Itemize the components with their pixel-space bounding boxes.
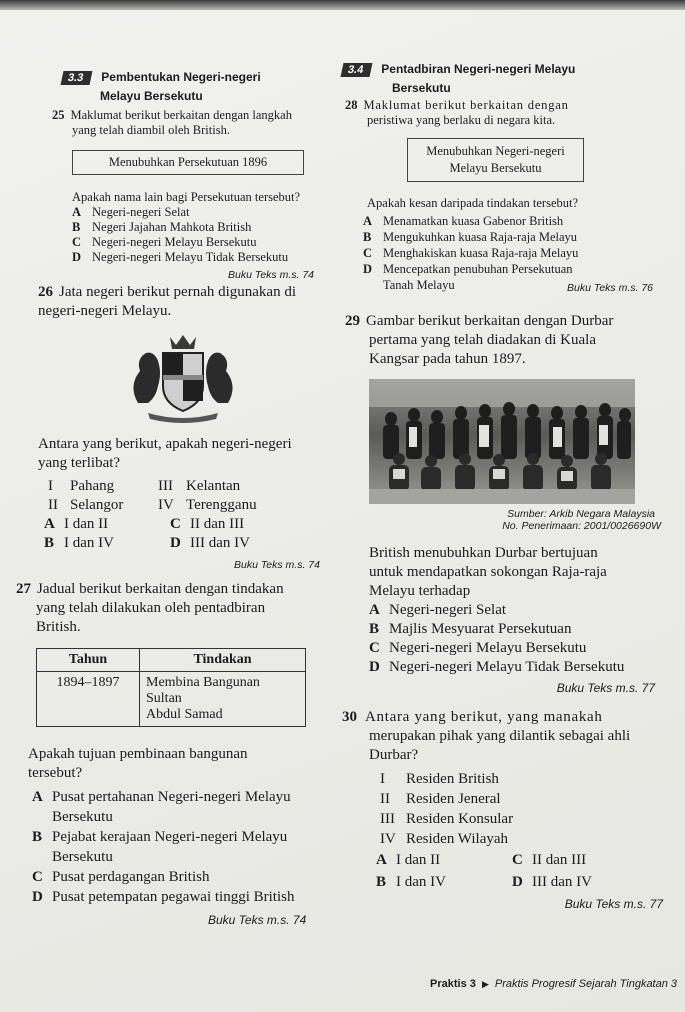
question-prompt: Melayu terhadap	[369, 583, 471, 599]
answer-options	[44, 515, 328, 553]
section-number-badge: 3.3	[61, 71, 93, 85]
statement-item: I Residen British	[380, 771, 499, 787]
source-reference: Buku Teks m.s. 77	[564, 897, 663, 911]
question-stem: yang telah dilakukan oleh pentadbiran	[36, 600, 266, 616]
section-3-4-header	[342, 60, 575, 95]
section-title-line2: Melayu Bersekutu	[100, 89, 203, 103]
source-reference: Buku Teks m.s. 74	[234, 559, 320, 571]
option-d[interactable]: D III dan IV	[170, 535, 250, 551]
question-number: 27	[16, 581, 31, 597]
arrow-icon: ▶	[481, 979, 489, 989]
question-prompt: Apakah kesan daripada tindakan tersebut?	[367, 196, 579, 210]
question-28	[345, 98, 665, 296]
question-prompt: Apakah nama lain bagi Persekutuan tersebut?	[72, 190, 301, 204]
photo-source: Sumber: Arkib Negara Malaysia	[507, 508, 655, 520]
section-3-3-header	[62, 68, 261, 103]
photo-reference-number: No. Penerimaan: 2001/0026690W	[502, 520, 661, 532]
option-d[interactable]: D III dan IV	[512, 874, 592, 890]
question-prompt: yang terlibat?	[38, 455, 121, 471]
answer-options	[369, 601, 665, 677]
question-number: 28	[345, 98, 358, 112]
option-a[interactable]: A Menamatkan kuasa Gabenor British	[363, 214, 564, 228]
option-c[interactable]: C Menghakiskan kuasa Raja-raja Melayu	[363, 246, 579, 260]
option-a[interactable]: A I dan II	[376, 852, 441, 868]
footer-chapter: Praktis 3	[430, 978, 476, 990]
section-title-line1: Pembentukan Negeri-negeri	[101, 70, 261, 84]
table-header: Tindakan	[140, 649, 306, 672]
statement-item: II Residen Jeneral	[380, 791, 501, 807]
question-number: 29	[345, 313, 360, 329]
option-a[interactable]: A I dan II	[44, 516, 109, 532]
option-a[interactable]: A Negeri-negeri Selat	[369, 602, 507, 618]
question-stem: negeri-negeri Melayu.	[38, 303, 172, 319]
option-d[interactable]: D Negeri-negeri Melayu Tidak Bersekutu	[369, 659, 625, 675]
option-a[interactable]: A Pusat pertahanan Negeri-negeri Melayu Bersekutu	[32, 789, 291, 825]
statement-item: III Kelantan	[158, 478, 241, 494]
source-reference: Buku Teks m.s. 76	[567, 282, 653, 294]
question-stem: British.	[36, 619, 81, 635]
option-b[interactable]: B I dan IV	[44, 535, 114, 551]
table-header: Tahun	[37, 649, 140, 672]
option-c[interactable]: C Negeri-negeri Melayu Bersekutu	[369, 640, 587, 656]
durbar-photo	[369, 379, 635, 504]
question-stem: Jadual berikut berkaitan dengan tindakan	[37, 581, 284, 597]
statement-item: IV Residen Wilayah	[380, 831, 509, 847]
footer-book-title: Praktis Progresif Sejarah Tingkatan 3	[494, 978, 678, 990]
question-prompt: Apakah tujuan pembinaan bangunan	[28, 746, 248, 762]
question-stem: Maklumat berikut berkaitan dengan	[363, 98, 569, 112]
coat-of-arms-image	[118, 331, 248, 423]
info-box: Menubuhkan Persekutuan 1896	[72, 150, 304, 175]
question-stem: Antara yang berikut, yang manakah	[365, 709, 603, 725]
question-prompt: untuk mendapatkan sokongan Raja-raja	[369, 564, 607, 580]
question-number: 26	[38, 284, 53, 300]
option-b[interactable]: B Mengukuhkan kuasa Raja-raja Melayu	[363, 230, 578, 244]
question-26	[38, 283, 328, 571]
answer-options	[32, 787, 316, 907]
question-27	[16, 580, 316, 927]
question-29	[345, 312, 665, 695]
section-number-badge: 3.4	[341, 63, 373, 77]
page-footer	[430, 978, 677, 990]
answer-options	[72, 205, 322, 265]
option-d[interactable]: D Mencepatkan penubuhan Persekutuan Tanah Melayu	[363, 262, 573, 292]
source-reference: Buku Teks m.s. 77	[556, 681, 655, 695]
option-d[interactable]: D Negeri-negeri Melayu Tidak Bersekutu	[72, 250, 289, 264]
question-25	[52, 108, 322, 283]
question-prompt: tersebut?	[28, 765, 83, 781]
question-stem: Kangsar pada tahun 1897.	[369, 351, 526, 367]
statement-items	[380, 769, 667, 849]
answer-options	[376, 849, 667, 893]
question-prompt: Antara yang berikut, apakah negeri-negeri	[38, 436, 292, 452]
info-box: Menubuhkan Negeri-negeri Melayu Bersekutu	[407, 138, 584, 182]
source-reference: Buku Teks m.s. 74	[208, 913, 307, 927]
option-b[interactable]: B Majlis Mesyuarat Persekutuan	[369, 621, 572, 637]
section-title-line1: Pentadbiran Negeri-negeri Melayu	[381, 62, 576, 76]
option-c[interactable]: C Negeri-negeri Melayu Bersekutu	[72, 235, 257, 249]
question-stem: Gambar berikut berkaitan dengan Durbar	[366, 313, 614, 329]
option-c[interactable]: C II dan III	[170, 516, 245, 532]
source-reference: Buku Teks m.s. 74	[228, 269, 314, 281]
worksheet-page	[0, 10, 685, 1012]
actions-table	[36, 648, 306, 727]
question-stem: Maklumat berikut berkaitan dengan langkah	[70, 108, 292, 122]
question-stem: yang telah diambil oleh British.	[72, 123, 230, 137]
option-b[interactable]: B Pejabat kerajaan Negeri-negeri Melayu Bersekutu	[32, 829, 288, 865]
question-prompt: British menubuhkan Durbar bertujuan	[369, 545, 598, 561]
question-stem: Durbar?	[369, 747, 419, 763]
option-c[interactable]: C Pusat perdagangan British	[32, 869, 210, 885]
question-number: 25	[52, 108, 65, 122]
option-b[interactable]: B Negeri Jajahan Mahkota British	[72, 220, 252, 234]
option-a[interactable]: A Negeri-negeri Selat	[72, 205, 190, 219]
statement-item: III Residen Konsular	[380, 811, 514, 827]
table-row	[37, 672, 306, 727]
statement-item: IV Terengganu	[158, 497, 257, 513]
question-stem: merupakan pihak yang dilantik sebagai ahli	[369, 728, 631, 744]
statement-item: I Pahang	[48, 478, 115, 494]
question-stem: pertama yang telah diadakan di Kuala	[369, 332, 596, 348]
option-d[interactable]: D Pusat petempatan pegawai tinggi British	[32, 889, 295, 905]
statement-items	[48, 477, 328, 515]
statement-item: II Selangor	[48, 497, 124, 513]
option-b[interactable]: B I dan IV	[376, 874, 446, 890]
section-title-line2: Bersekutu	[392, 81, 451, 95]
table-cell: Membina Bangunan Sultan Abdul Samad	[140, 672, 306, 727]
table-cell: 1894–1897	[37, 672, 140, 727]
option-c[interactable]: C II dan III	[512, 852, 587, 868]
question-stem: peristiwa yang berlaku di negara kita.	[367, 113, 556, 127]
question-stem: Jata negeri berikut pernah digunakan di	[59, 284, 296, 300]
question-30	[342, 708, 667, 911]
question-number: 30	[342, 709, 357, 725]
